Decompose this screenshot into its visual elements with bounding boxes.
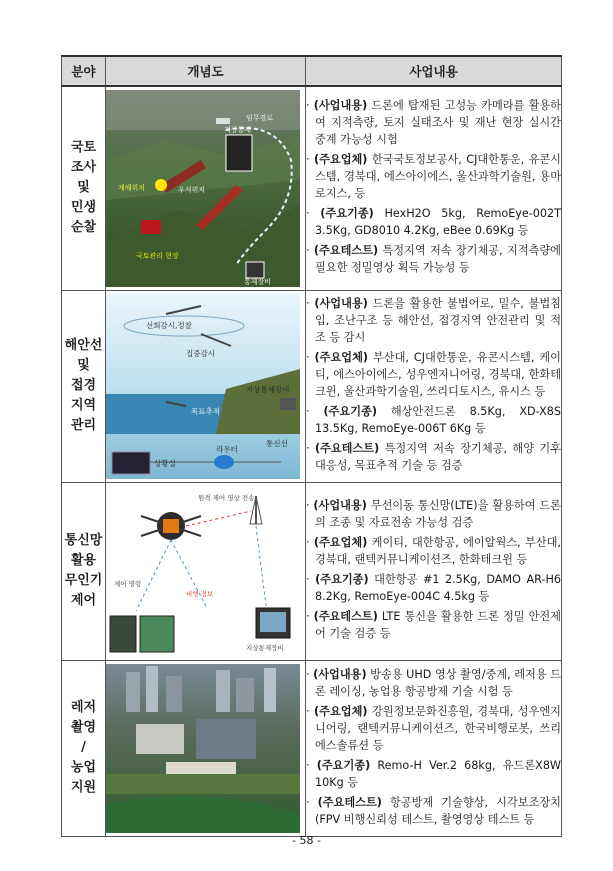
list-item: · (주요테스트) LTE 통신을 활용한 드론 정밀 안전제어 기술 검증 등 xyxy=(306,610,561,640)
table-row xyxy=(62,482,562,660)
concept-diagram-land-survey xyxy=(106,90,300,287)
table-row xyxy=(62,660,562,836)
row-field: 통신망 활용 무인기 제어 xyxy=(62,482,106,660)
diagram-label: 국토관리 현장 xyxy=(136,251,179,260)
diagram-label: 임무경로 xyxy=(246,113,274,122)
list-item: · (주요기종) HexH2O 5kg, RemoEye-002T 3.5Kg, GD8010 4.2Kg, eBee 0.69Kg 등 xyxy=(306,207,561,238)
list-item: · (주요테스트) 특정지역 저속 장기체공, 지적측량에 필요한 정밀영상 획득 가능성 등 xyxy=(306,244,561,275)
table-row xyxy=(62,86,562,290)
list-item: · (사업내용) 방송용 UHD 영상 촬영/중계, 레저용 드론 레이싱, 농업용 항공방제 기술 시험 등 xyxy=(306,667,561,698)
diagram-label: 지상통제장비 xyxy=(246,384,290,394)
diagram-label: 비행 정보 xyxy=(186,589,214,598)
diagram-label: 원격 제어 영상 전송 xyxy=(198,493,255,502)
content-cell xyxy=(306,660,562,836)
diagram-label: 선회감시,정찰 xyxy=(146,320,192,330)
header-diagram: 개념도 xyxy=(106,56,306,86)
list-item: · (주요기종) 해상안전드론 8.5Kg, XD-X8S 13.5Kg, RemoEye-006T 6Kg 등 xyxy=(306,405,561,435)
content-cell xyxy=(306,86,562,290)
diagram-label: 상황실 xyxy=(154,458,176,468)
diagram-cell xyxy=(106,660,306,836)
list-item: · (주요업체) 케이티, 대한항공, 에이알웍스, 부산대, 경북대, 랜텍커뮤니케이션즈, 한화테크윈 등 xyxy=(306,536,561,566)
concept-diagram-coastline xyxy=(106,294,300,479)
diagram-cell xyxy=(106,482,306,660)
diagram-label: 라우터 xyxy=(216,444,238,454)
business-table xyxy=(61,55,562,837)
table-header-row xyxy=(62,56,562,86)
list-item: · (주요테스트) 항공방제 기술향상, 시각보조장치(FPV 비행신뢰성 테스트, 촬영영상 테스트 등 xyxy=(306,795,561,826)
diagram-cell xyxy=(106,290,306,482)
diagram-label: 우석위치 xyxy=(178,185,206,194)
aerial-city-photo xyxy=(106,664,300,833)
concept-diagram-lte xyxy=(106,486,300,657)
table-row xyxy=(62,290,562,482)
list-item: · (사업내용) 드론에 탑재된 고성능 카메라를 활용하여 지적측량, 토지 실태조사 및 재난 현장 실시간 중계 가능성 시험 xyxy=(306,99,561,147)
diagram-label: 집중감시 xyxy=(186,348,215,358)
row-field: 국토 조사 및 민생 순찰 xyxy=(62,86,106,290)
list-item: · (주요업체) 부산대, CJ대한통운, 유콘시스템, 케이티, 에스아이에스, 성우엔지니어링, 경북대, 한화테크윈, 울산과학기술원, 쓰리디토시스, 유시스 등 xyxy=(306,351,561,398)
diagram-cell xyxy=(106,86,306,290)
diagram-label: 지상통제장비 xyxy=(246,643,284,652)
diagram-label: 재해위치 xyxy=(118,183,146,192)
page-number: - 58 - xyxy=(292,834,321,847)
list-item: · (주요업체) 한국국토정보공사, CJ대한통운, 유콘시스템, 경북대, 에스아이에스, 울산과학기술원, 용마로지스, 등 xyxy=(306,153,561,201)
list-item: · (주요테스트) 특정지역 저속 장기체공, 해양 기후 대응성, 목표추적 기술 등 검증 xyxy=(306,442,561,472)
diagram-label: 목표추적 xyxy=(191,406,220,416)
list-item: · (사업내용) 무선이동 통신망(LTE)을 활용하여 드론의 조종 및 자료전송 가능성 검증 xyxy=(306,499,561,529)
row-field: 해안선 및 접경 지역 관리 xyxy=(62,290,106,482)
list-item: · (주요업체) 강원정보문화진흥원, 경북대, 성우엔지니어링, 랜텍커뮤니케이션즈, 한국비행로봇, 쓰리에스솔류션 등 xyxy=(306,704,561,752)
diagram-label: 통신선 xyxy=(266,438,288,448)
header-field: 분야 xyxy=(62,56,106,86)
diagram-label: 통제장비 xyxy=(244,277,272,286)
content-cell xyxy=(306,482,562,660)
row-field: 레저 촬영 / 농업 지원 xyxy=(62,660,106,836)
content-cell xyxy=(306,290,562,482)
diagram-label: 지상통제 xyxy=(224,125,252,134)
list-item: · (주요기종) 대한항공 #1 2.5Kg, DAMO AR-H6 8.2Kg, RemoEye-004C 4.5kg 등 xyxy=(306,573,561,603)
list-item: · (주요기종) Remo-H Ver.2 68kg, 유드론X8W 10Kg 등 xyxy=(306,758,561,789)
diagram-label: 제어 명령 xyxy=(114,579,142,588)
list-item: · (사업내용) 드론을 활용한 불법어로, 밀수, 불법침입, 조난구조 등 해안선, 접경지역 안전관리 및 적조 등 감시 xyxy=(306,297,561,344)
header-content: 사업내용 xyxy=(306,56,562,86)
